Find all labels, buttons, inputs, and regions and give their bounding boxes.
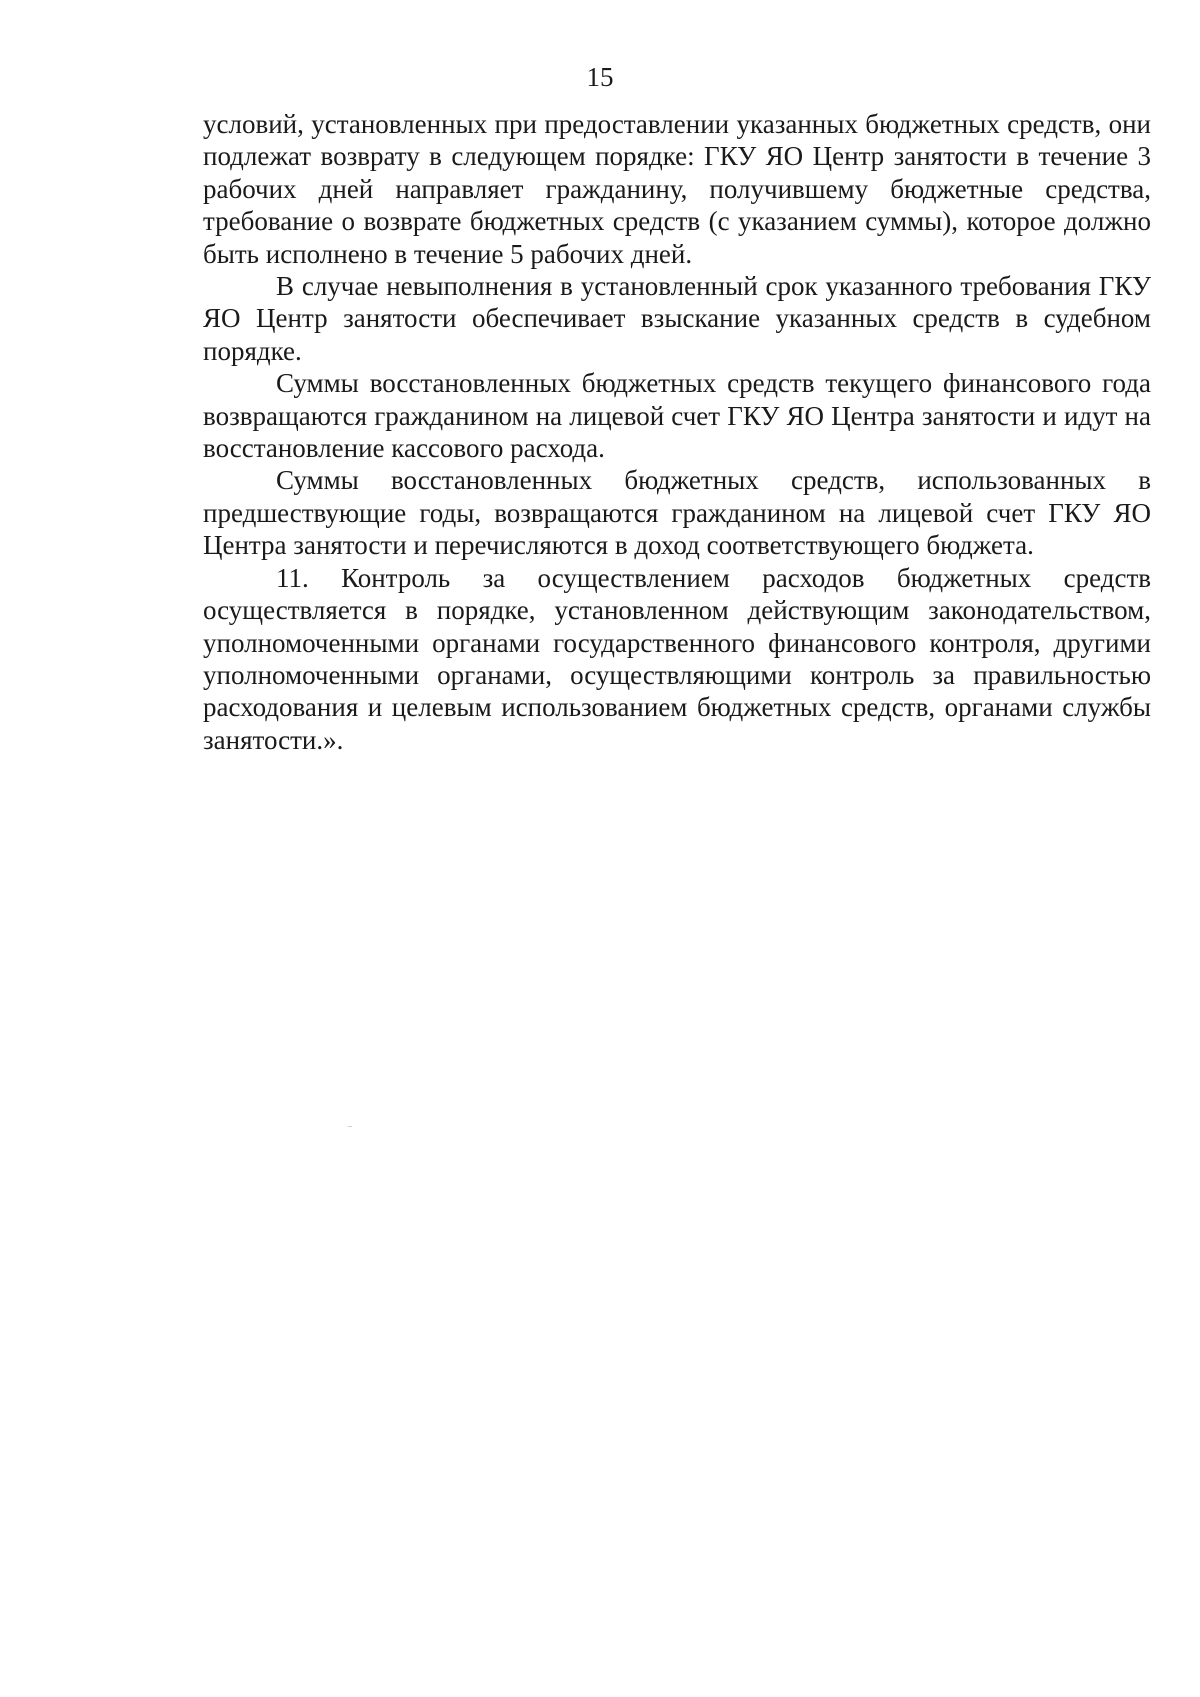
page-number: 15 xyxy=(586,62,614,92)
paragraph-continuation: условий, установленных при предоставлении указанных бюджетных средств, они подлежат возврату в следующем порядке: ГКУ ЯО Центр занятости в течение 3 рабочих дней направляет гражданину, получившему бюджетные средства, требование о возврате бюджетных средств (с указанием суммы), которое должно быть исполнено в течение 5 рабочих дней. xyxy=(203,109,1151,269)
paragraph-previous-years-funds: Суммы восстановленных бюджетных средств, использованных в предшествующие годы, возвращаются гражданином на лицевой счет ГКУ ЯО Центра занятости и перечисляются в доход соответствующего бюджета. xyxy=(203,465,1151,561)
document-body xyxy=(203,108,1151,756)
scan-artifact xyxy=(348,1126,352,1127)
paragraph-current-year-funds: Суммы восстановленных бюджетных средств текущего финансового года возвращаются гражданином на лицевой счет ГКУ ЯО Центра занятости и идут на восстановление кассового расхода. xyxy=(203,368,1151,464)
paragraph-court-recovery: В случае невыполнения в установленный срок указанного требования ГКУ ЯО Центр занятости обеспечивает взыскание указанных средств в судебном порядке. xyxy=(203,271,1151,366)
paragraph-item-11-control: 11. Контроль за осуществлением расходов бюджетных средств осуществляется в порядке, установленном действующим законодательством, уполномоченными органами государственного финансового контроля, другими уполномоченными органами, осуществляющими контроль за правильностью расходования и целевым использованием бюджетных средств, органами службы занятости.». xyxy=(203,562,1151,755)
